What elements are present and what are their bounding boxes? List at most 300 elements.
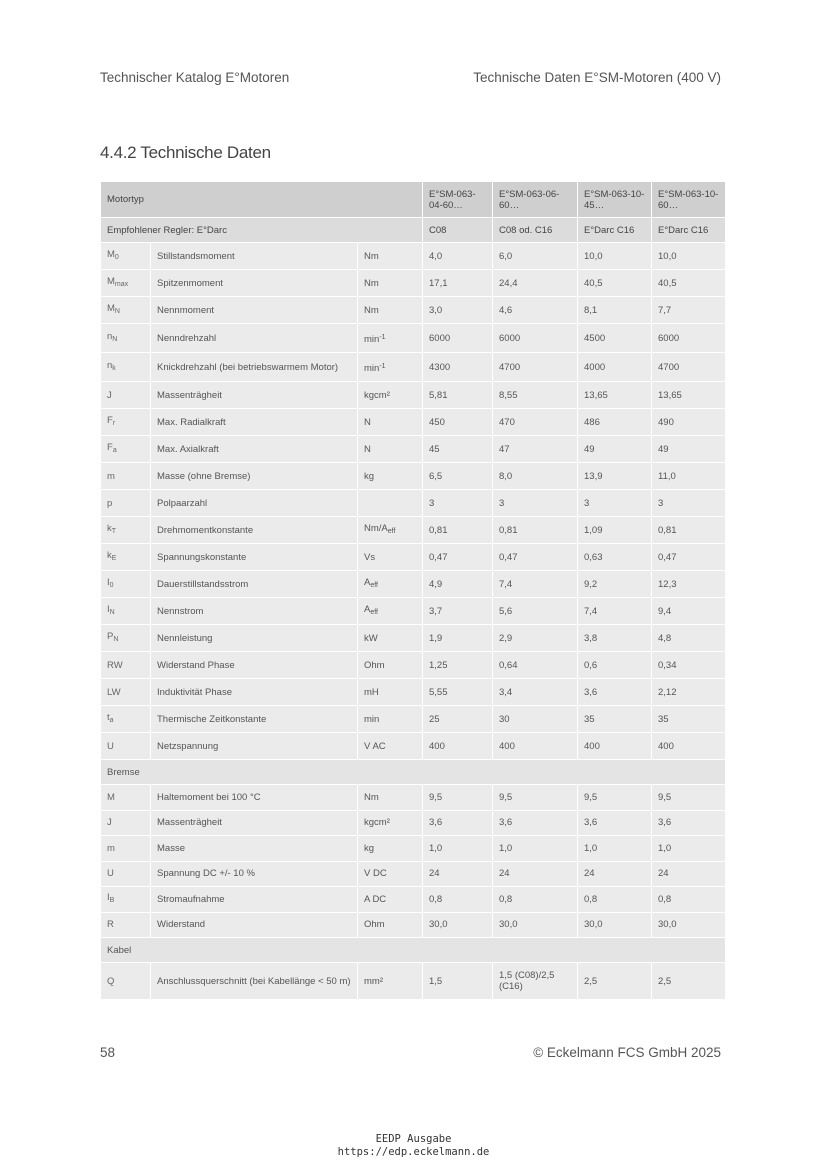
symbol-cell xyxy=(101,652,151,679)
value-cell: 9,4 xyxy=(652,598,726,625)
table-row xyxy=(101,324,726,353)
edp-stamp xyxy=(0,1133,827,1159)
parameter-name: Spannungskonstante xyxy=(151,544,358,571)
value-cell: 45 xyxy=(423,436,493,463)
value-cell: 30,0 xyxy=(423,912,493,938)
parameter-name: Netzspannung xyxy=(151,733,358,760)
value-cell: 13,65 xyxy=(652,382,726,409)
unit-cell xyxy=(358,810,423,836)
motortyp-label: Motortyp xyxy=(101,182,423,218)
unit-cell xyxy=(358,544,423,571)
symbol-cell xyxy=(101,270,151,297)
unit-cell xyxy=(358,490,423,517)
symbol-subscript: N xyxy=(113,636,119,643)
value-cell: 3,4 xyxy=(493,679,578,706)
symbol-cell xyxy=(101,571,151,598)
unit: N xyxy=(364,416,371,428)
symbol: I xyxy=(107,577,110,588)
value-cell: 35 xyxy=(578,706,652,733)
parameter-name: Masse xyxy=(151,836,358,862)
symbol-subscript: N xyxy=(109,609,115,616)
value-cell: 49 xyxy=(652,436,726,463)
motor-type-cell: E°SM-063-04-60… xyxy=(423,182,493,218)
symbol: p xyxy=(107,497,113,509)
value-cell: 3,6 xyxy=(423,810,493,836)
value-cell: 3 xyxy=(652,490,726,517)
unit-superscript: -1 xyxy=(379,333,386,341)
unit-cell xyxy=(358,353,423,382)
value-cell: 1,9 xyxy=(423,625,493,652)
group-label: Bremse xyxy=(101,760,726,785)
value-cell: 0,47 xyxy=(493,544,578,571)
table-row xyxy=(101,353,726,382)
value-cell: 0,6 xyxy=(578,652,652,679)
value-cell: 486 xyxy=(578,409,652,436)
symbol-cell xyxy=(101,324,151,353)
value-cell: 8,55 xyxy=(493,382,578,409)
symbol-cell xyxy=(101,490,151,517)
unit: mm² xyxy=(364,975,383,987)
symbol-cell xyxy=(101,517,151,544)
symbol-cell xyxy=(101,436,151,463)
unit: Nm xyxy=(364,250,379,262)
value-cell: 3 xyxy=(578,490,652,517)
symbol: F xyxy=(107,415,113,426)
parameter-name: Polpaarzahl xyxy=(151,490,358,517)
value-cell: 0,8 xyxy=(493,887,578,913)
unit-superscript: -1 xyxy=(379,362,386,370)
motor-type-cell: E°SM-063-06-60… xyxy=(493,182,578,218)
value-cell: 5,81 xyxy=(423,382,493,409)
unit: A xyxy=(364,577,371,588)
value-cell: 24 xyxy=(493,861,578,887)
parameter-name: Anschlussquerschnitt (bei Kabellänge < 50 m) xyxy=(151,963,358,1000)
symbol-subscript: T xyxy=(111,528,117,535)
parameter-name: Spitzenmoment xyxy=(151,270,358,297)
value-cell: 1,09 xyxy=(578,517,652,544)
symbol-cell xyxy=(101,598,151,625)
section-heading: 4.4.2 Technische Daten xyxy=(100,143,271,162)
value-cell: 3,6 xyxy=(578,679,652,706)
value-cell: 0,8 xyxy=(423,887,493,913)
unit-cell xyxy=(358,733,423,760)
parameter-name: Massenträgheit xyxy=(151,810,358,836)
parameter-name: Max. Radialkraft xyxy=(151,409,358,436)
parameter-name: Widerstand xyxy=(151,912,358,938)
value-cell: 3 xyxy=(493,490,578,517)
symbol: k xyxy=(107,523,112,534)
value-cell: 490 xyxy=(652,409,726,436)
unit: V AC xyxy=(364,740,386,752)
value-cell: 9,5 xyxy=(578,785,652,811)
value-cell: 3,0 xyxy=(423,297,493,324)
symbol: m xyxy=(107,470,115,482)
table-row xyxy=(101,571,726,598)
value-cell: 4000 xyxy=(578,353,652,382)
controller-row xyxy=(101,218,726,243)
value-cell: 49 xyxy=(578,436,652,463)
unit-cell xyxy=(358,324,423,353)
value-cell: 450 xyxy=(423,409,493,436)
table-row xyxy=(101,382,726,409)
value-cell: 30,0 xyxy=(578,912,652,938)
value-cell: 4,0 xyxy=(423,243,493,270)
value-cell: 30,0 xyxy=(652,912,726,938)
value-cell: 40,5 xyxy=(578,270,652,297)
value-cell: 7,4 xyxy=(578,598,652,625)
symbol: M xyxy=(107,249,115,260)
value-cell: 10,0 xyxy=(652,243,726,270)
unit: kW xyxy=(364,632,378,644)
parameter-name: Nennleistung xyxy=(151,625,358,652)
parameter-name: Stillstandsmoment xyxy=(151,243,358,270)
symbol-cell xyxy=(101,887,151,913)
unit: Ohm xyxy=(364,659,385,671)
controller-cell: C08 xyxy=(423,218,493,243)
symbol-cell xyxy=(101,785,151,811)
parameter-name: Massenträgheit xyxy=(151,382,358,409)
parameter-name: Max. Axialkraft xyxy=(151,436,358,463)
symbol: J xyxy=(107,389,112,401)
unit: min xyxy=(364,333,380,345)
value-cell: 40,5 xyxy=(652,270,726,297)
unit: mH xyxy=(364,686,379,698)
unit: V DC xyxy=(364,868,387,880)
unit: Vs xyxy=(364,551,376,563)
value-cell: 9,5 xyxy=(493,785,578,811)
value-cell: 0,8 xyxy=(578,887,652,913)
table-row xyxy=(101,243,726,270)
symbol: M xyxy=(107,303,115,314)
value-cell: 1,0 xyxy=(493,836,578,862)
unit-cell xyxy=(358,436,423,463)
symbol: P xyxy=(107,631,114,642)
unit: Nm xyxy=(364,304,379,316)
symbol: M xyxy=(107,791,115,803)
symbol-subscript: N xyxy=(112,336,118,343)
symbol-subscript: 0 xyxy=(114,254,119,261)
symbol-cell xyxy=(101,544,151,571)
symbol: I xyxy=(107,604,110,615)
value-cell: 24,4 xyxy=(493,270,578,297)
value-cell: 400 xyxy=(652,733,726,760)
edp-edition: EEDP Ausgabe xyxy=(375,1133,452,1145)
unit-cell xyxy=(358,243,423,270)
motor-type-cell: E°SM-063-10-45… xyxy=(578,182,652,218)
value-cell: 2,12 xyxy=(652,679,726,706)
value-cell: 6000 xyxy=(652,324,726,353)
unit-cell xyxy=(358,409,423,436)
group-row xyxy=(101,760,726,785)
value-cell: 1,25 xyxy=(423,652,493,679)
symbol: I xyxy=(107,892,110,904)
symbol-cell xyxy=(101,679,151,706)
value-cell: 10,0 xyxy=(578,243,652,270)
unit-cell xyxy=(358,679,423,706)
symbol-cell xyxy=(101,706,151,733)
table-row xyxy=(101,517,726,544)
value-cell: 4300 xyxy=(423,353,493,382)
symbol-cell xyxy=(101,810,151,836)
unit-cell xyxy=(358,836,423,862)
symbol: J xyxy=(107,817,112,829)
unit: Ohm xyxy=(364,919,385,931)
unit-cell xyxy=(358,652,423,679)
value-cell: 8,1 xyxy=(578,297,652,324)
technical-data-table xyxy=(100,181,726,1000)
unit: A xyxy=(364,604,371,615)
table-row xyxy=(101,887,726,913)
unit-cell xyxy=(358,382,423,409)
symbol-subscript: B xyxy=(109,897,115,905)
value-cell: 0,64 xyxy=(493,652,578,679)
value-cell: 4700 xyxy=(493,353,578,382)
edp-url: https://edp.eckelmann.de xyxy=(337,1146,490,1158)
symbol: M xyxy=(107,276,115,287)
group-label: Kabel xyxy=(101,938,726,963)
parameter-name: Widerstand Phase xyxy=(151,652,358,679)
unit-cell xyxy=(358,912,423,938)
value-cell: 7,7 xyxy=(652,297,726,324)
unit-cell xyxy=(358,571,423,598)
value-cell: 1,0 xyxy=(578,836,652,862)
parameter-name: Drehmomentkonstante xyxy=(151,517,358,544)
symbol-cell xyxy=(101,861,151,887)
value-cell: 6,0 xyxy=(493,243,578,270)
table-row xyxy=(101,861,726,887)
controller-cell: C08 od. C16 xyxy=(493,218,578,243)
symbol-cell xyxy=(101,963,151,1000)
value-cell: 400 xyxy=(493,733,578,760)
value-cell: 1,0 xyxy=(423,836,493,862)
value-cell: 24 xyxy=(652,861,726,887)
value-cell: 4,6 xyxy=(493,297,578,324)
unit: min xyxy=(364,713,380,725)
value-cell: 12,3 xyxy=(652,571,726,598)
value-cell: 30 xyxy=(493,706,578,733)
unit: kg xyxy=(364,470,375,482)
table-row xyxy=(101,836,726,862)
value-cell: 3,6 xyxy=(652,810,726,836)
symbol-subscript: max xyxy=(114,281,129,288)
value-cell: 1,5 (C08)/2,5 (C16) xyxy=(493,963,578,1000)
value-cell: 3,6 xyxy=(578,810,652,836)
table-row xyxy=(101,652,726,679)
symbol: RW xyxy=(107,659,123,671)
motor-type-row xyxy=(101,182,726,218)
symbol-cell xyxy=(101,409,151,436)
unit: kg xyxy=(364,842,375,854)
parameter-name: Induktivität Phase xyxy=(151,679,358,706)
symbol-cell xyxy=(101,463,151,490)
unit-cell xyxy=(358,785,423,811)
symbol-subscript: E xyxy=(111,555,117,562)
value-cell: 30,0 xyxy=(493,912,578,938)
table-row xyxy=(101,733,726,760)
value-cell: 3,8 xyxy=(578,625,652,652)
symbol: F xyxy=(107,442,113,453)
value-cell: 1,0 xyxy=(652,836,726,862)
header-catalog-title: Technischer Katalog E°Motoren xyxy=(100,70,290,85)
unit-subscript: eff xyxy=(387,528,396,535)
value-cell: 5,55 xyxy=(423,679,493,706)
symbol: t xyxy=(107,712,110,723)
value-cell: 3,6 xyxy=(493,810,578,836)
unit-cell xyxy=(358,625,423,652)
symbol-cell xyxy=(101,382,151,409)
value-cell: 9,5 xyxy=(652,785,726,811)
value-cell: 0,81 xyxy=(493,517,578,544)
value-cell: 0,34 xyxy=(652,652,726,679)
unit: A DC xyxy=(364,893,387,905)
symbol: k xyxy=(107,550,112,561)
copyright: © Eckelmann FCS GmbH 2025 xyxy=(533,1045,721,1060)
symbol-cell xyxy=(101,243,151,270)
unit: min xyxy=(364,362,380,374)
symbol-subscript: a xyxy=(112,447,117,454)
table-row xyxy=(101,409,726,436)
value-cell: 13,65 xyxy=(578,382,652,409)
value-cell: 0,81 xyxy=(423,517,493,544)
table-row xyxy=(101,270,726,297)
parameter-name: Knickdrehzahl (bei betriebswarmem Motor) xyxy=(151,353,358,382)
unit-cell xyxy=(358,887,423,913)
value-cell: 2,5 xyxy=(652,963,726,1000)
value-cell: 13,9 xyxy=(578,463,652,490)
parameter-name: Masse (ohne Bremse) xyxy=(151,463,358,490)
value-cell: 470 xyxy=(493,409,578,436)
value-cell: 8,0 xyxy=(493,463,578,490)
table-row xyxy=(101,679,726,706)
group-row xyxy=(101,938,726,963)
symbol: n xyxy=(107,331,113,342)
unit-cell xyxy=(358,297,423,324)
unit: Nm xyxy=(364,791,379,803)
value-cell: 0,47 xyxy=(423,544,493,571)
value-cell: 3,7 xyxy=(423,598,493,625)
unit: N xyxy=(364,443,371,455)
unit-cell xyxy=(358,706,423,733)
symbol-subscript: N xyxy=(114,308,120,315)
value-cell: 2,5 xyxy=(578,963,652,1000)
table-row xyxy=(101,785,726,811)
parameter-name: Thermische Zeitkonstante xyxy=(151,706,358,733)
unit-cell xyxy=(358,270,423,297)
value-cell: 4500 xyxy=(578,324,652,353)
value-cell: 400 xyxy=(423,733,493,760)
value-cell: 47 xyxy=(493,436,578,463)
symbol-cell xyxy=(101,353,151,382)
unit: Nm xyxy=(364,277,379,289)
value-cell: 9,5 xyxy=(423,785,493,811)
value-cell: 4,8 xyxy=(652,625,726,652)
parameter-name: Nenndrehzahl xyxy=(151,324,358,353)
symbol-cell xyxy=(101,912,151,938)
table-row xyxy=(101,625,726,652)
symbol: m xyxy=(107,842,115,854)
symbol: n xyxy=(107,360,113,371)
symbol: R xyxy=(107,919,114,931)
value-cell: 2,9 xyxy=(493,625,578,652)
value-cell: 3 xyxy=(423,490,493,517)
value-cell: 0,47 xyxy=(652,544,726,571)
table-row xyxy=(101,706,726,733)
value-cell: 6000 xyxy=(423,324,493,353)
value-cell: 9,2 xyxy=(578,571,652,598)
symbol: Q xyxy=(107,975,115,987)
value-cell: 6,5 xyxy=(423,463,493,490)
table-row xyxy=(101,963,726,1000)
parameter-name: Stromaufnahme xyxy=(151,887,358,913)
value-cell: 4700 xyxy=(652,353,726,382)
unit-cell xyxy=(358,861,423,887)
controller-cell: E°Darc C16 xyxy=(578,218,652,243)
header-section-title: Technische Daten E°SM-Motoren (400 V) xyxy=(473,70,721,85)
table-row xyxy=(101,490,726,517)
table-row xyxy=(101,544,726,571)
page-number: 58 xyxy=(100,1045,116,1060)
table-row xyxy=(101,810,726,836)
value-cell: 24 xyxy=(578,861,652,887)
symbol-cell xyxy=(101,836,151,862)
unit-subscript: eff xyxy=(370,582,378,589)
value-cell: 0,8 xyxy=(652,887,726,913)
parameter-name: Nennmoment xyxy=(151,297,358,324)
value-cell: 4,9 xyxy=(423,571,493,598)
unit-cell xyxy=(358,598,423,625)
controller-cell: E°Darc C16 xyxy=(652,218,726,243)
symbol-subscript: r xyxy=(112,420,116,427)
value-cell: 24 xyxy=(423,861,493,887)
value-cell: 5,6 xyxy=(493,598,578,625)
symbol: U xyxy=(107,868,114,880)
value-cell: 7,4 xyxy=(493,571,578,598)
symbol-subscript: 0 xyxy=(109,582,114,589)
value-cell: 35 xyxy=(652,706,726,733)
value-cell: 25 xyxy=(423,706,493,733)
parameter-name: Haltemoment bei 100 °C xyxy=(151,785,358,811)
controller-label: Empfohlener Regler: E°Darc xyxy=(101,218,423,243)
symbol-cell xyxy=(101,733,151,760)
symbol: LW xyxy=(107,686,121,698)
unit-cell xyxy=(358,517,423,544)
unit: kgcm² xyxy=(364,817,390,829)
motor-type-cell: E°SM-063-10-60… xyxy=(652,182,726,218)
value-cell: 17,1 xyxy=(423,270,493,297)
parameter-name: Nennstrom xyxy=(151,598,358,625)
table-row xyxy=(101,463,726,490)
value-cell: 0,81 xyxy=(652,517,726,544)
unit: kgcm² xyxy=(364,389,390,401)
symbol-cell xyxy=(101,297,151,324)
parameter-name: Dauerstillstandsstrom xyxy=(151,571,358,598)
symbol-cell xyxy=(101,625,151,652)
parameter-name: Spannung DC +/- 10 % xyxy=(151,861,358,887)
table-row xyxy=(101,297,726,324)
value-cell: 6000 xyxy=(493,324,578,353)
unit-cell xyxy=(358,463,423,490)
unit-cell xyxy=(358,963,423,1000)
table-row xyxy=(101,912,726,938)
symbol-subscript: k xyxy=(112,365,116,372)
unit-subscript: eff xyxy=(370,609,378,616)
table-row xyxy=(101,598,726,625)
value-cell: 11,0 xyxy=(652,463,726,490)
table-row xyxy=(101,436,726,463)
symbol: U xyxy=(107,740,114,752)
unit: Nm/A xyxy=(364,523,388,534)
value-cell: 0,63 xyxy=(578,544,652,571)
